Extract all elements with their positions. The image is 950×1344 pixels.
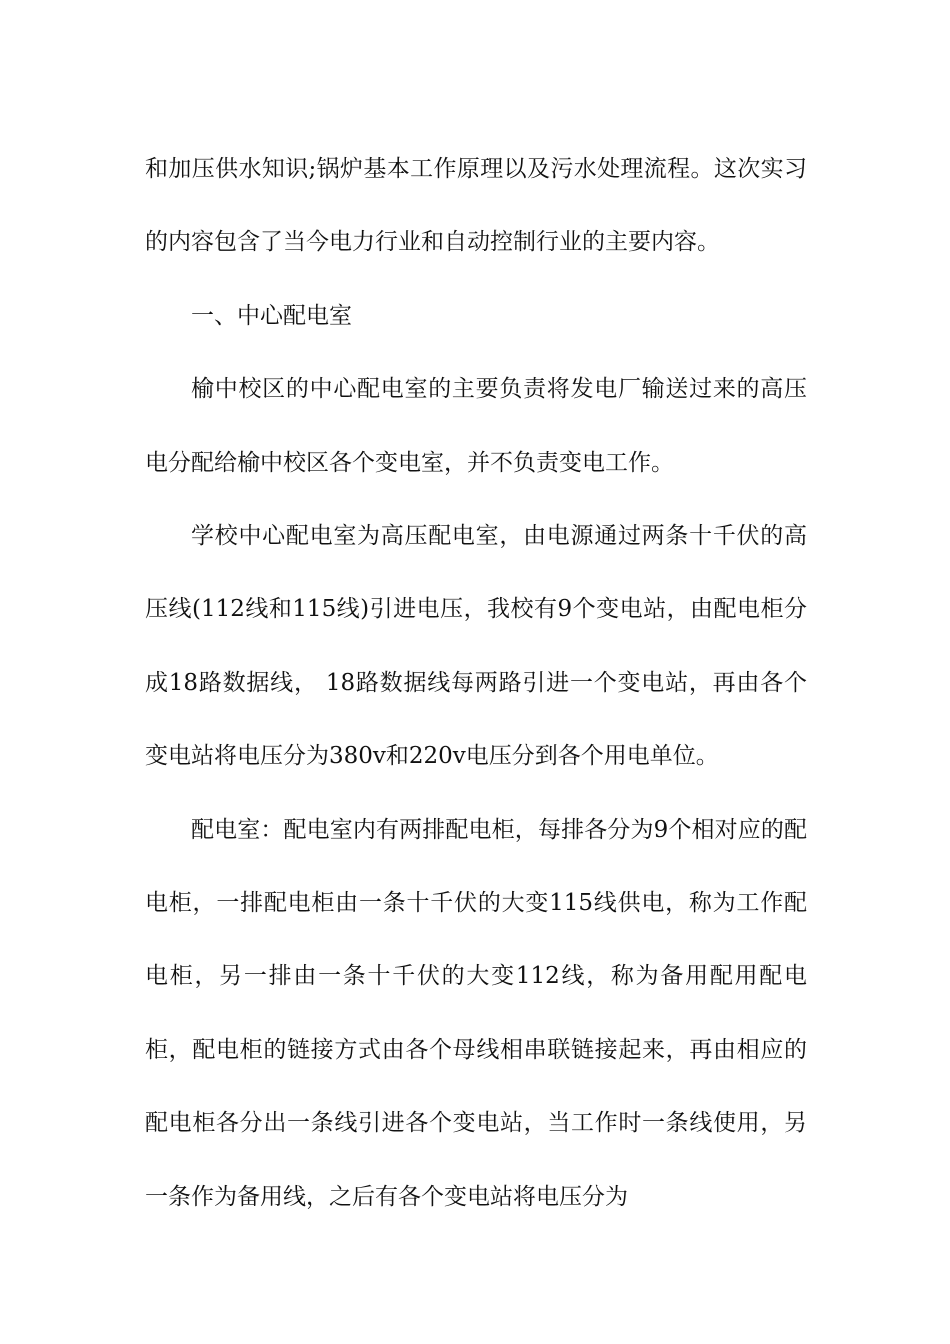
paragraph-3: 学校中心配电室为高压配电室，由电源通过两条十千伏的高压线(112线和115线)引进电压，我校有9个变电站，由配电柜分成18路数据线， 18路数据线每两路引进一个变电站，再由各个变电站将电压分为380v和220v电压分到各个用电单位。 [145,523,807,770]
body-text [145,133,807,1234]
paragraph-4: 配电室：配电室内有两排配电柜，每排各分为9个相对应的配电柜，一排配电柜由一条十千伏的大变115线供电，称为工作配电柜，另一排由一条十千伏的大变112线，称为备用配用配电柜，配电柜的链接方式由各个母线相串联链接起来，再由相应的配电柜各分出一条线引进各个变电站，当工作时一条线使用，另一条作为备用线，之后有各个变电站将电压分为 [145,816,807,1210]
paragraph-2: 榆中校区的中心配电室的主要负责将发电厂输送过来的高压电分配给榆中校区各个变电室，并不负责变电工作。 [145,376,807,476]
paragraph-1: 和加压供水知识;锅炉基本工作原理以及污水处理流程。这次实习的内容包含了当今电力行业和自动控制行业的主要内容。 [145,156,807,256]
section-heading: 一、中心配电室 [191,302,352,329]
